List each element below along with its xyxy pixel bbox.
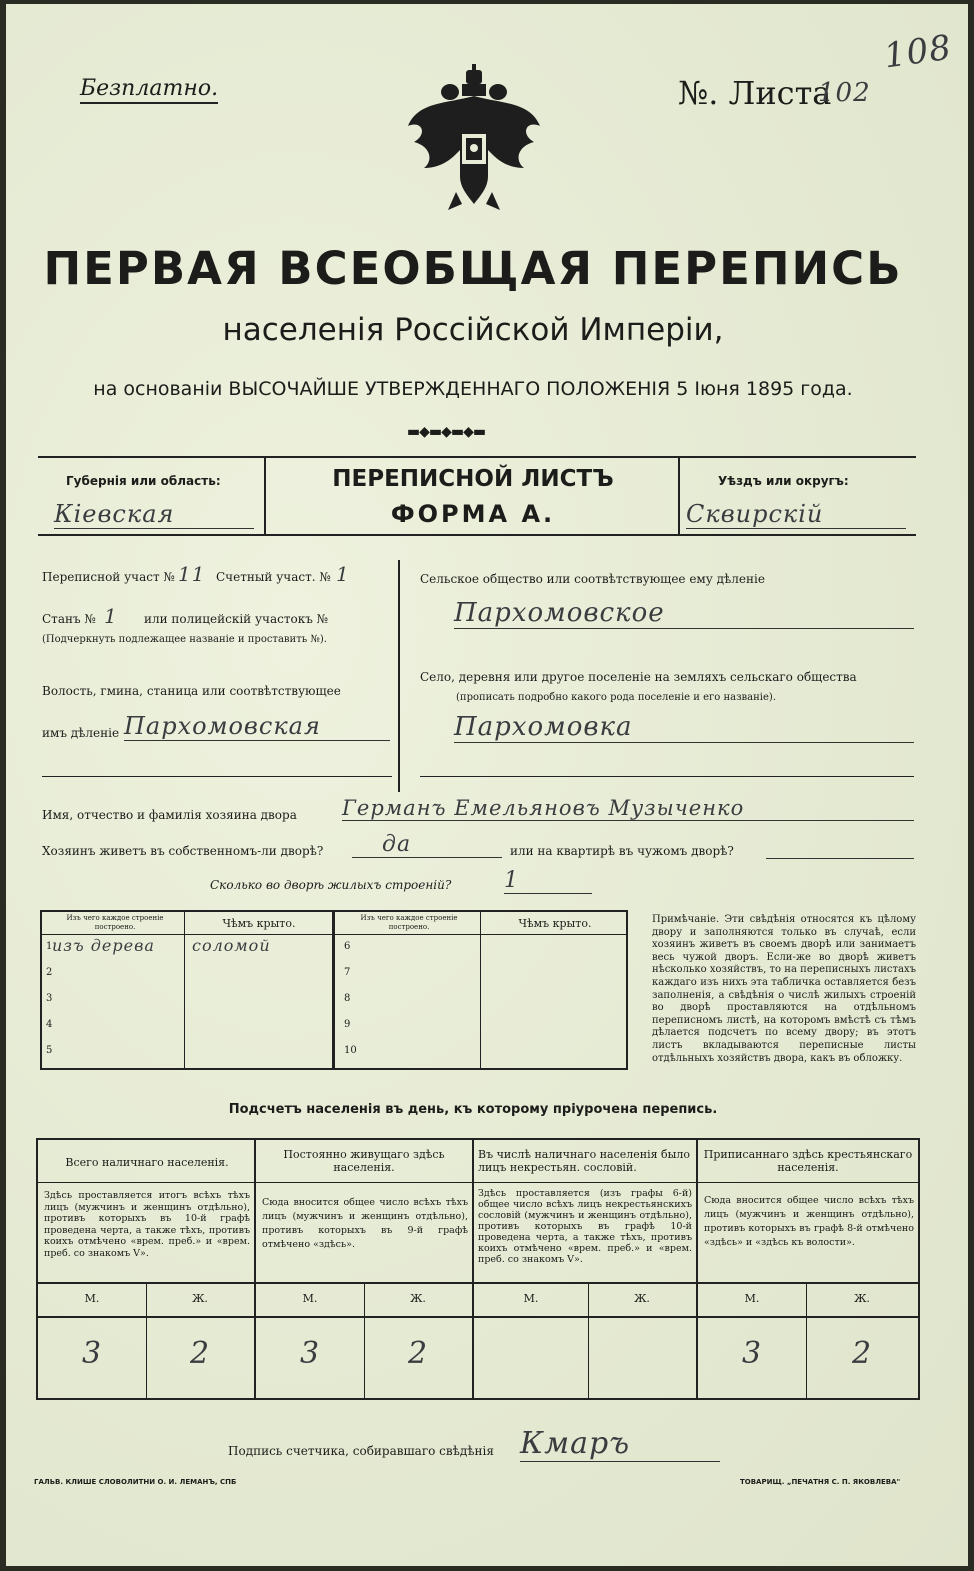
sheet-number-value-2: 108	[881, 27, 955, 77]
own-yard-value: да	[352, 832, 502, 858]
volost-extra-line	[42, 776, 392, 777]
signature-label: Подпись счетчика, собиравшаго свѣдѣнія	[228, 1444, 494, 1458]
col-built-header-right: Изъ чего каждое строеніе построено.	[360, 914, 458, 931]
count-col-2-desc: Сюда вносится общее число всѣхъ тѣхъ лицъ (мужчинъ и женщинъ отдѣльно), противъ которыхъ въ 9-й графѣ отмѣчено «здѣсь».	[262, 1197, 468, 1250]
footer-left: ГАЛЬВ. КЛИШЕ СЛОВОЛИТНИ О. И. ЛЕМАНЪ, СПБ	[34, 1478, 237, 1486]
count-table	[36, 1138, 920, 1400]
district-label: Уѣздъ или округъ:	[718, 474, 849, 488]
building-row	[338, 1014, 628, 1040]
col-built-header: Изъ чего каждое строеніе построено.	[66, 914, 164, 931]
page-subtitle: населенія Россійской Имперіи,	[222, 312, 724, 348]
building-row	[42, 1040, 332, 1066]
form-header	[38, 456, 916, 536]
stan-label: Станъ №	[42, 612, 96, 626]
f-label: Ж.	[192, 1292, 208, 1305]
stan-note: (Подчеркнуть подлежащее названіе и проставить №).	[42, 634, 327, 645]
building-row	[338, 988, 628, 1014]
building-row	[338, 962, 628, 988]
col-roof-header-right: Чѣмъ крыто.	[518, 917, 592, 930]
police-label: или полицейскій участокъ №	[144, 612, 329, 626]
stan-value: 1	[104, 604, 118, 628]
row-number: 4	[46, 1019, 53, 1030]
district-value: Сквирскій	[686, 500, 906, 529]
ornament-divider: ▬◆▬◆▬◆▬	[406, 424, 486, 440]
counting-section-value: 1	[336, 562, 350, 586]
signature-value: Кмаръ	[520, 1426, 720, 1462]
count-col-4-m: 3	[741, 1336, 763, 1371]
count-col-2-head: Постоянно живущаго здѣсь населенія.	[283, 1148, 445, 1174]
building-row	[42, 988, 332, 1014]
sheet-number-label: №. Листа	[678, 74, 832, 112]
f-label: Ж.	[854, 1292, 870, 1305]
owner-name-value: Германъ Емельяновъ Музыченко	[342, 796, 914, 821]
row-number: 6	[344, 941, 351, 952]
footer-right: ТОВАРИЩ. „ПЕЧАТНЯ С. П. ЯКОВЛЕВА"	[740, 1478, 901, 1486]
owner-name-label: Имя, отчество и фамилія хозяина двора	[42, 808, 297, 822]
buildings-rows-left	[42, 936, 332, 1066]
m-label: М.	[744, 1292, 760, 1305]
f-label: Ж.	[634, 1292, 650, 1305]
double-headed-eagle-icon	[404, 64, 544, 214]
count-col-1-f: 2	[189, 1336, 211, 1371]
m-label: М.	[84, 1292, 100, 1305]
count-col-3-head: Въ числѣ наличнаго населенія было лицъ некрестьян. сословій.	[478, 1148, 691, 1174]
row-number: 5	[46, 1045, 53, 1056]
count-col-1-m: 3	[81, 1336, 103, 1371]
form-subtitle: ФОРМА А.	[390, 500, 556, 528]
row-number: 7	[344, 967, 351, 978]
buildings-rows-right	[338, 936, 628, 1066]
page-basis: на основаніи ВЫСОЧАЙШЕ УТВЕРЖДЕННАГО ПОЛОЖЕНІЯ 5 Іюня 1895 года.	[93, 378, 853, 400]
row-number: 8	[344, 993, 351, 1004]
row-number: 2	[46, 967, 53, 978]
volost-label: Волость, гмина, станица или соотвѣтствующее	[42, 684, 341, 698]
note-text: Примѣчаніе. Эти свѣдѣнія относятся къ цѣлому двору и заполняются только въ случаѣ, если хозяинъ живетъ въ своемъ дворѣ или занимаетъ весь чужой дворъ. Если-же во дворѣ живетъ нѣсколько хозяйствъ, то на переписныхъ листахъ каждаго изъ нихъ эта табличка оставляется безъ заполненія, а свѣдѣнія о числѣ жилыхъ строеній во дворѣ проставляются на отдѣльномъ переписномъ листѣ, на которомъ вмѣстѣ съ тѣмъ дѣлается подсчетъ по всему двору; въ этотъ листъ вкладываются переписные листы отдѣльныхъ хозяйствъ двора, какъ въ обложку.	[652, 914, 916, 1064]
m-label: М.	[523, 1292, 539, 1305]
building-row	[338, 1040, 628, 1066]
volost-label-2: имъ дѣленіе	[42, 726, 120, 740]
col-roof-header: Чѣмъ крыто.	[222, 917, 296, 930]
census-section-value: 11	[178, 562, 206, 586]
count-title: Подсчетъ населенія въ день, къ которому пріурочена перепись.	[228, 1102, 718, 1117]
row-built: изъ дерева	[52, 936, 155, 955]
village-extra-line	[420, 776, 914, 777]
village-label: Село, деревня или другое поселеніе на земляхъ сельскаго общества	[420, 670, 857, 684]
rented-value	[766, 858, 914, 859]
row-number: 10	[344, 1045, 357, 1056]
count-col-4-head: Приписаннаго здѣсь крестьянскаго населенія.	[703, 1148, 913, 1174]
form-title: ПЕРЕПИСНОЙ ЛИСТЪ	[332, 466, 614, 492]
own-yard-label: Хозяинъ живетъ въ собственномъ-ли дворѣ?	[42, 844, 324, 858]
volost-value: Пархомовская	[124, 712, 390, 741]
village-value: Пархомовка	[454, 712, 914, 743]
row-number: 9	[344, 1019, 351, 1030]
count-col-4-desc: Сюда вносится общее число всѣхъ тѣхъ лицъ (мужчинъ и женщинъ отдѣльно), противъ которыхъ въ графѣ 8-й отмѣчено «здѣсь» и «здѣсь къ волости».	[704, 1195, 914, 1248]
building-row	[338, 936, 628, 962]
building-row	[42, 936, 332, 962]
f-label: Ж.	[410, 1292, 426, 1305]
buildings-table	[40, 910, 628, 1070]
block-divider	[398, 560, 400, 792]
buildings-label: Сколько во дворѣ жилыхъ строеній?	[210, 878, 452, 892]
province-label: Губернія или область:	[66, 474, 221, 488]
society-label: Сельское общество или соотвѣтствующее ему дѣленіе	[420, 572, 765, 586]
society-value: Пархомовское	[454, 598, 914, 629]
row-roof: соломой	[192, 936, 271, 955]
sheet-number-value: 102	[818, 78, 871, 108]
free-label: Безплатно.	[80, 76, 218, 104]
building-row	[42, 962, 332, 988]
rented-label: или на квартирѣ въ чужомъ дворѣ?	[510, 844, 734, 858]
count-col-4-f: 2	[851, 1336, 873, 1371]
village-note: (прописать подробно какого рода поселеніе и его названіе).	[456, 692, 776, 703]
province-value: Кіевская	[54, 500, 254, 529]
m-label: М.	[302, 1292, 318, 1305]
count-col-2-m: 3	[299, 1336, 321, 1371]
count-col-1-head: Всего наличнаго населенія.	[65, 1156, 229, 1169]
count-col-1-desc: Здѣсь проставляется итогъ всѣхъ тѣхъ лицъ (мужчинъ и женщинъ отдѣльно), противъ которыхъ въ 10-й графѣ проведена черта, а также тѣхъ, противъ коихъ отмѣчено «врем. преб.» и «врем. преб. со знакомъ V».	[44, 1190, 250, 1259]
count-col-2-f: 2	[407, 1336, 429, 1371]
buildings-value: 1	[504, 868, 592, 894]
count-col-3-desc: Здѣсь проставляется (изъ графы 6-й) общее число всѣхъ лицъ некрестьянскихъ сословій (мужчинъ и женщинъ отдѣльно), противъ которыхъ въ графѣ 10-й проведена черта, а также тѣхъ, противъ коихъ отмѣчено «врем. преб.» и «врем. преб. со знакомъ V».	[478, 1188, 692, 1265]
census-section-label: Переписной участ №	[42, 570, 175, 584]
row-number: 3	[46, 993, 53, 1004]
page-title: ПЕРВАЯ ВСЕОБЩАЯ ПЕРЕПИСЬ	[43, 242, 903, 295]
counting-section-label: Счетный участ. №	[216, 570, 331, 584]
building-row	[42, 1014, 332, 1040]
row-number: 1	[46, 941, 53, 952]
census-sheet	[6, 4, 968, 1566]
